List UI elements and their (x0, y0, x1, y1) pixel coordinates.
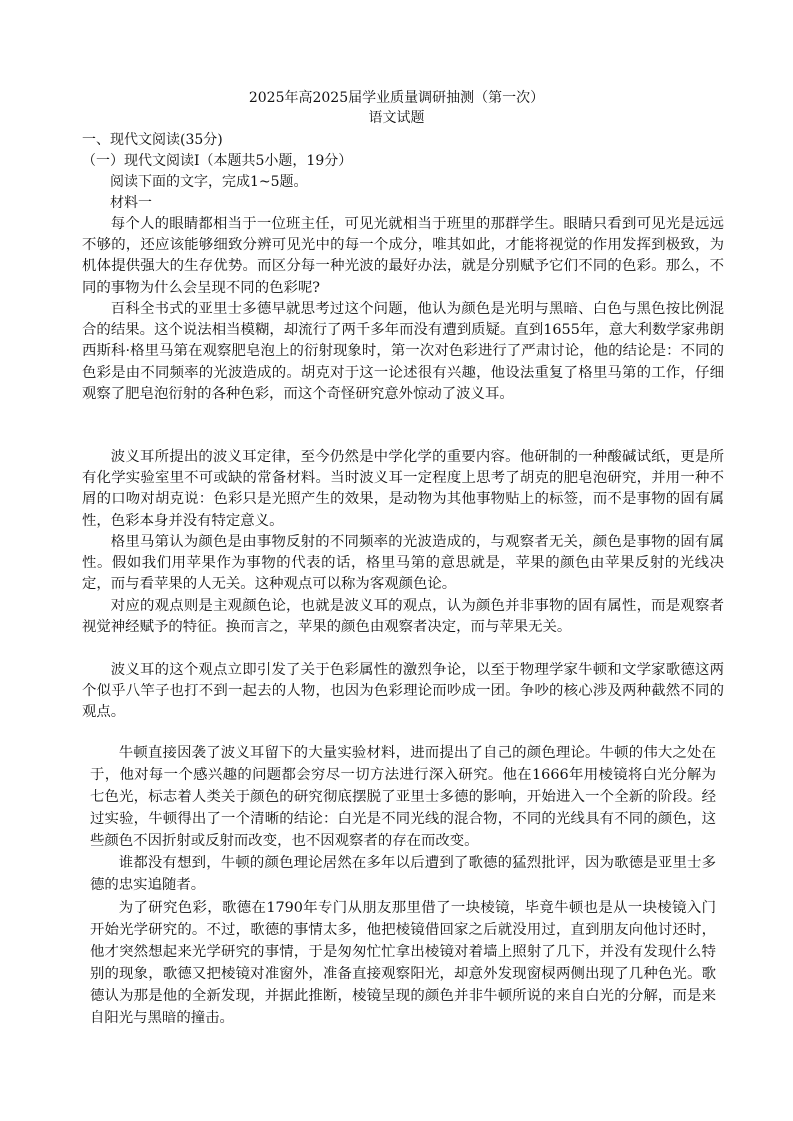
exam-subtitle: 语文试题 (368, 110, 425, 126)
paragraph-aristotle: 百科全书式的亚里士多德早就思考过这个问题，他认为颜色是光明与黑暗、白色与黑色按比例混合的结果。这个说法相当模糊，却流行了两千多年而没有遭到质疑。直到1655年，意大利数学家弗朗西斯科·格里马第在观察肥皂泡上的衍射现象时，第一次对色彩进行了严肃讨论，他的结论是：不同的色彩是由不同频率的光波造成的。胡克对于这一论述很有兴趣，他设法重复了格里马第的工作，仔细观察了肥皂泡衍射的各种色彩，而这个奇怪研究意外惊动了波义耳。 (82, 301, 724, 402)
paragraph-boyle-law: 波义耳所提出的波义耳定律，至今仍然是中学化学的重要内容。他研制的一种酸碱试纸，更是所有化学实验室里不可或缺的常备材料。当时波义耳一定程度上思考了胡克的肥皂泡研究，并用一种不屑的口吻对胡克说：色彩只是光照产生的效果，是动物为其他事物贴上的标签，而不是事物的固有属性，色彩本身并没有特定意义。 (82, 449, 724, 529)
paragraph-subjective-color: 对应的观点则是主观颜色论，也就是波义耳的观点，认为颜色并非事物的固有属性，而是观察者视觉神经赋予的特征。换而言之，苹果的颜色由观察者决定，而与苹果无关。 (82, 598, 724, 636)
exam-title: 2025年高2025届学业质量调研抽测（第一次） (248, 90, 545, 106)
paragraph-goethe-criticism: 谁都没有想到，牛顿的颜色理论居然在多年以后遭到了歌德的猛烈批评，因为歌德是亚里士多德的忠实追随者。 (90, 855, 716, 893)
paragraph-debate: 波义耳的这个观点立即引发了关于色彩属性的激烈争论，以至于物理学家牛顿和文学家歌德这两个似乎八竿子也打不到一起去的人物，也因为色彩理论而吵成一团。争吵的核心涉及两种截然不同的观点。 (82, 662, 724, 721)
paragraph-objective-color: 格里马第认为颜色是由事物反射的不同频率的光波造成的，与观察者无关，颜色是事物的固有属性。假如我们用苹果作为事物的代表的话，格里马第的意思就是，苹果的颜色由苹果反射的光线决定，而与看苹果的人无关。这种观点可以称为客观颜色论。 (82, 534, 724, 593)
paragraph-eye-analogy: 每个人的眼睛都相当于一位班主任，可见光就相当于班里的那群学生。眼睛只看到可见光是远远不够的，还应该能够细致分辨可见光中的每一个成分，唯其如此，才能将视觉的作用发挥到极致，为机体提供强大的生存优势。而区分每一种光波的最好办法，就是分别赋予它们不同的色彩。那么，不同的事物为什么会呈现不同的色彩呢? (82, 216, 724, 296)
section-heading: 一、现代文阅读(35分) (82, 132, 223, 148)
material-label: 材料一 (110, 195, 152, 211)
section-subheading: （一）现代文阅读Ⅰ（本题共5小题，19分） (82, 153, 353, 169)
paragraph-goethe-prism: 为了研究色彩，歌德在1790年专门从朋友那里借了一块棱镜，毕竟牛顿也是从一块棱镜入门开始光学研究的。不过，歌德的事情太多，他把棱镜借回家之后就没用过，直到朋友向他讨还时，他才突然想起来光学研究的事情，于是匆匆忙忙拿出棱镜对着墙上照射了几下，并没有发现什么特别的现象，歌德又把棱镜对准窗外，准备直接观察阳光，却意外发现窗棂两侧出现了几种色光。歌德认为那是他的全新发现，并据此推断，棱镜呈现的颜色并非牛顿所说的来自白光的分解，而是来自阳光与黑暗的撞击。 (90, 900, 716, 1026)
instruction-text: 阅读下面的文字，完成1~5题。 (110, 174, 308, 190)
paragraph-newton: 牛顿直接因袭了波义耳留下的大量实验材料，进而提出了自己的颜色理论。牛顿的伟大之处在于，他对每一个感兴趣的问题都会穷尽一切方法进行深入研究。他在1666年用棱镜将白光分解为七色光，标志着人类关于颜色的研究彻底摆脱了亚里士多德的影响，开始进入一个全新的阶段。经过实验，牛顿得出了一个清晰的结论：白光是不同光线的混合物，不同的光线具有不同的颜色，这些颜色不因折射或反射而改变，也不因观察者的存在而改变。 (90, 745, 716, 849)
